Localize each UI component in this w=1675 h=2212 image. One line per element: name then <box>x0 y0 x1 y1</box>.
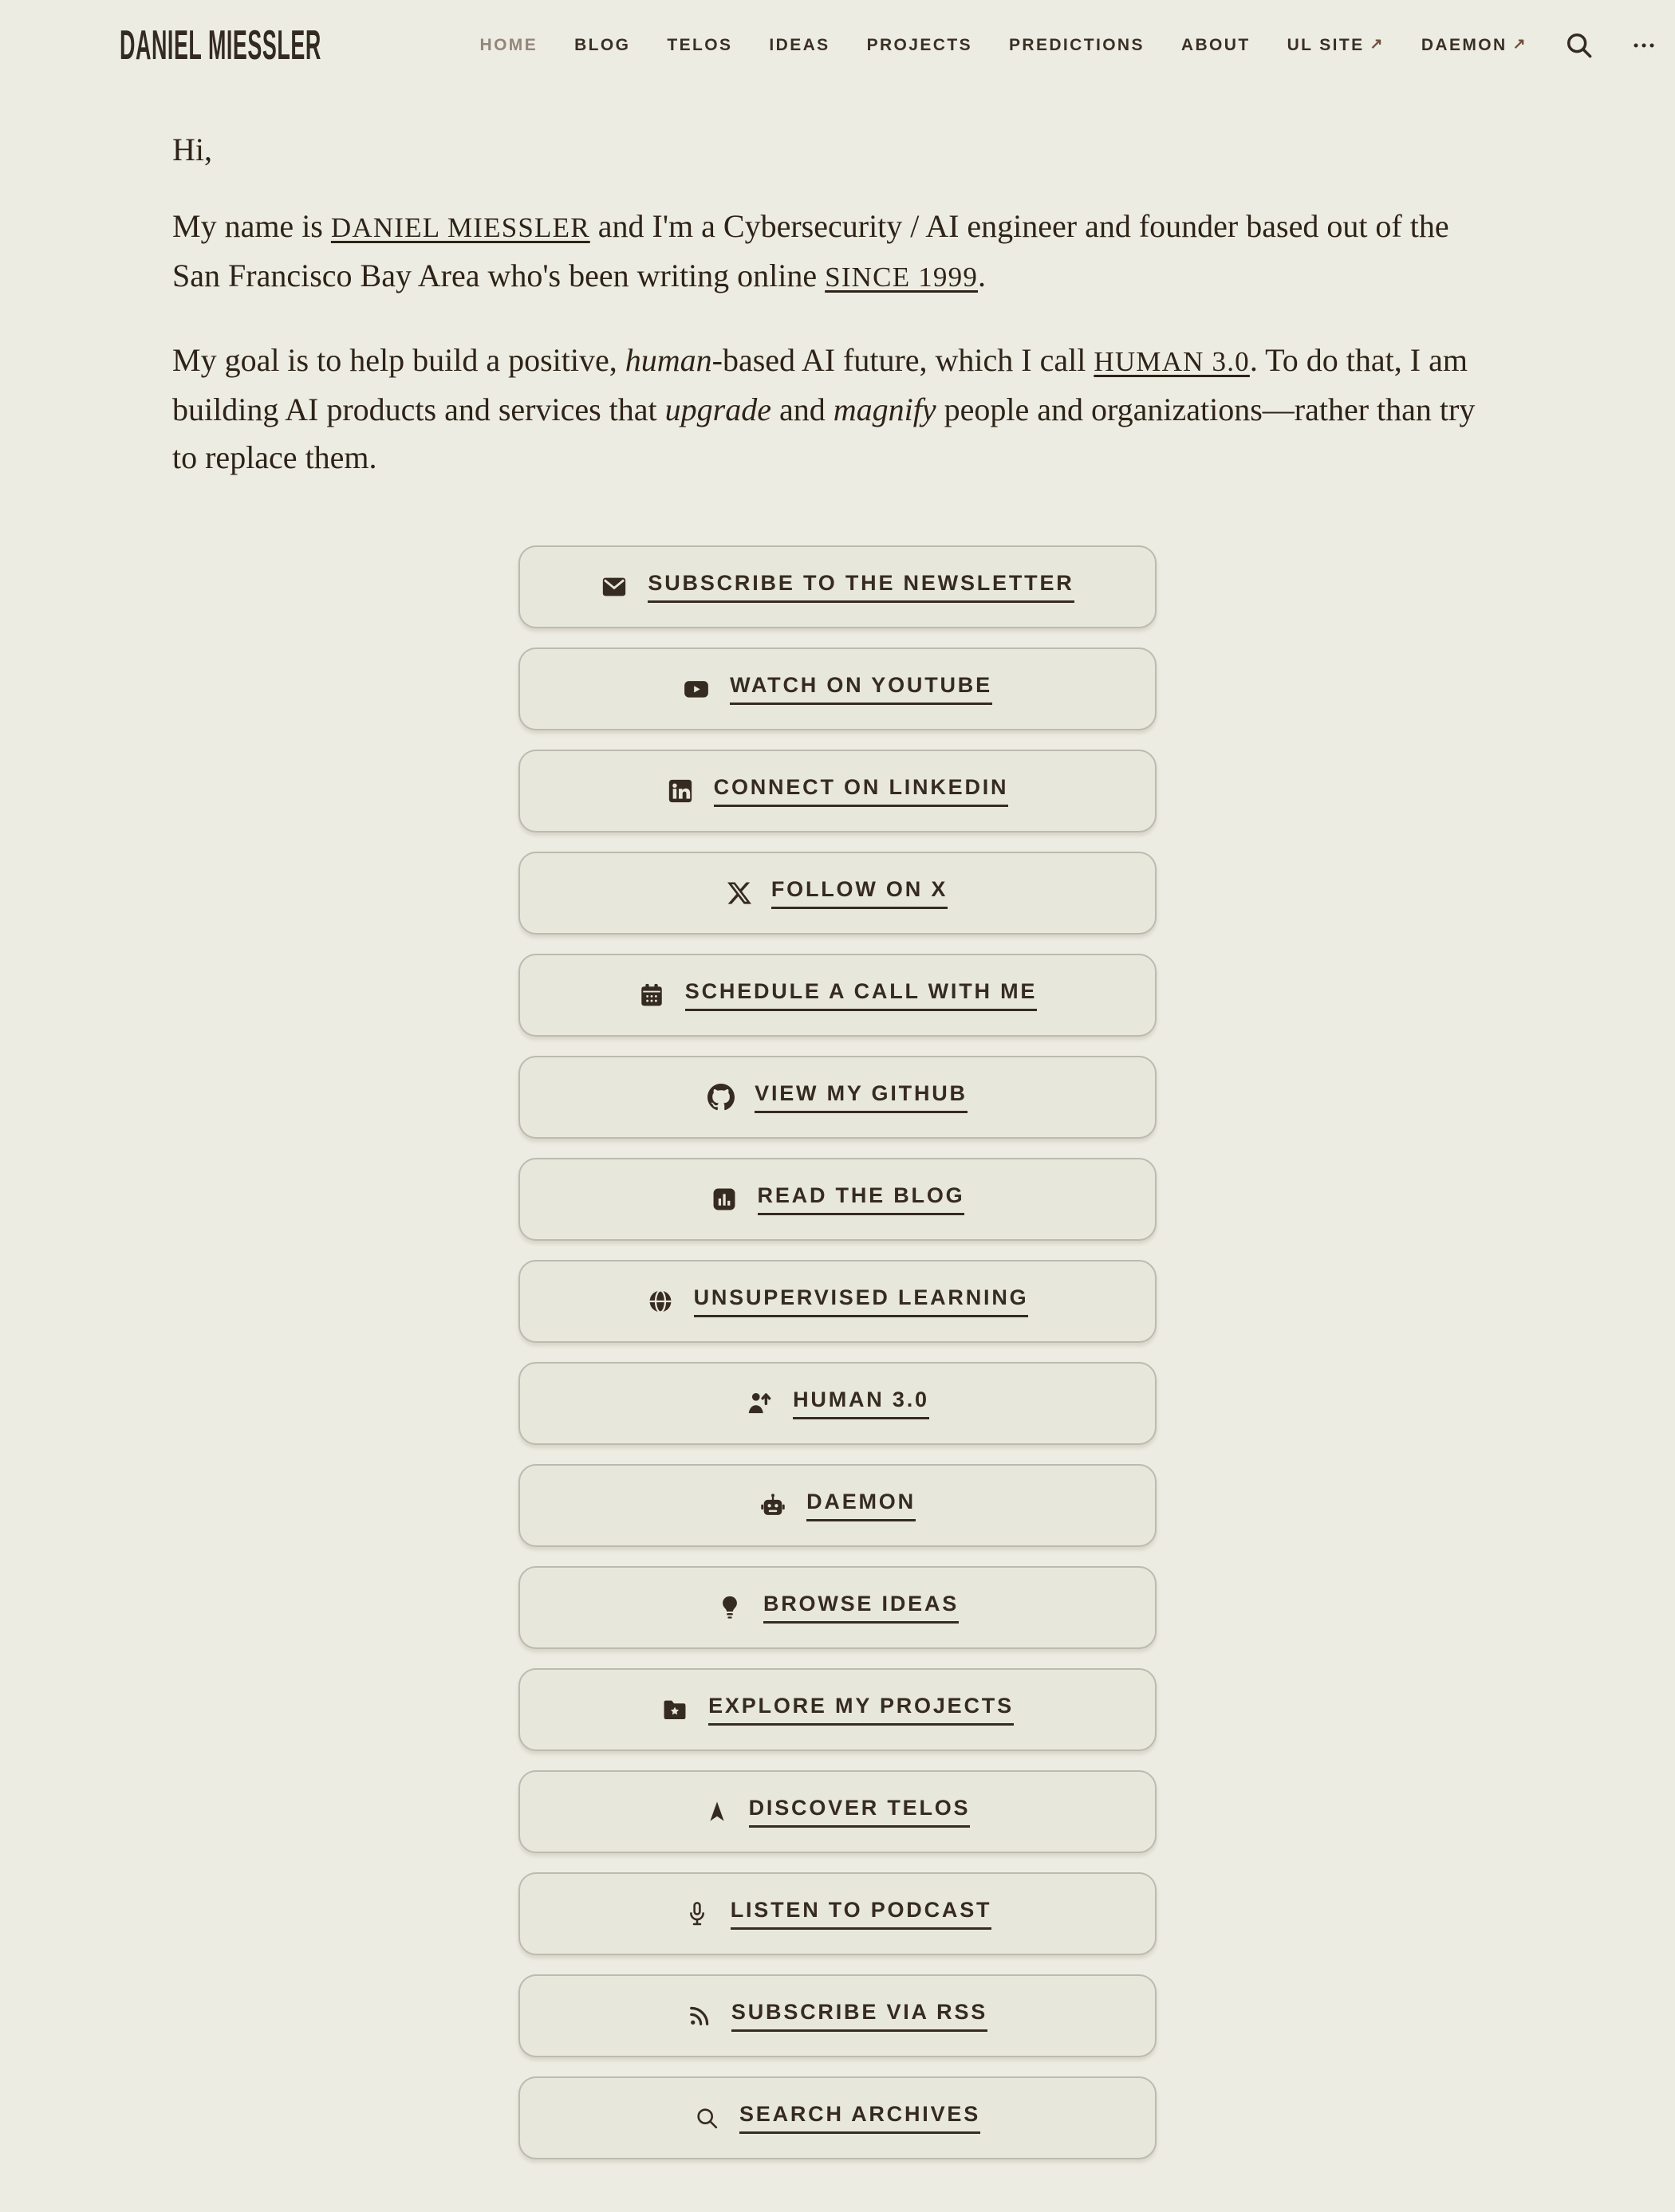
daniel-miessler-link[interactable]: DANIEL MIESSLER <box>330 212 590 243</box>
view-github-button[interactable]: VIEW MY GITHUB <box>518 1056 1157 1139</box>
overflow-menu-icon[interactable] <box>1631 33 1657 58</box>
robot-icon <box>759 1492 786 1519</box>
human-30-button[interactable]: HUMAN 3.0 <box>518 1362 1157 1445</box>
youtube-icon <box>683 675 710 703</box>
rss-icon <box>688 2004 711 2028</box>
intro-section <box>172 132 1503 482</box>
unsupervised-learning-button[interactable]: UNSUPERVISED LEARNING <box>518 1260 1157 1343</box>
nav-item-predictions[interactable]: PREDICTIONS <box>1008 36 1145 54</box>
nav-item-blog[interactable]: BLOG <box>574 36 631 54</box>
search-icon <box>695 2106 719 2131</box>
lightbulb-icon <box>716 1594 743 1621</box>
external-link-icon: ↗ <box>1370 35 1385 53</box>
since-1999-link[interactable]: SINCE 1999 <box>825 262 979 293</box>
daemon-button[interactable]: DAEMON <box>518 1464 1157 1547</box>
search-archives-button[interactable]: SEARCH ARCHIVES <box>518 2076 1157 2159</box>
discover-telos-button[interactable]: DISCOVER TELOS <box>518 1770 1157 1853</box>
calendar-icon <box>638 982 665 1009</box>
subscribe-rss-button[interactable]: SUBSCRIBE VIA RSS <box>518 1974 1157 2057</box>
search-icon[interactable] <box>1564 30 1594 61</box>
intro-paragraph-1: My name is DANIEL MIESSLER and I'm a Cybersecurity / AI engineer and founder based out of the San Francisco Bay Area who's been writing online SINCE 1999. <box>172 208 1449 293</box>
nav-item-telos[interactable]: TELOS <box>667 36 733 54</box>
bar-chart-icon <box>711 1186 738 1213</box>
external-link-icon: ↗ <box>1512 35 1527 53</box>
globe-icon <box>647 1288 674 1315</box>
read-blog-button[interactable]: READ THE BLOG <box>518 1158 1157 1241</box>
follow-x-button[interactable]: FOLLOW ON X <box>518 852 1157 935</box>
nav-item-ul-site[interactable]: UL SITE ↗ <box>1287 35 1385 54</box>
greeting: Hi, <box>172 132 212 167</box>
human-30-link[interactable]: HUMAN 3.0 <box>1094 346 1250 377</box>
nav-item-ideas[interactable]: IDEAS <box>769 36 830 54</box>
nav-item-daemon[interactable]: DAEMON ↗ <box>1421 35 1527 54</box>
subscribe-newsletter-button[interactable]: SUBSCRIBE TO THE NEWSLETTER <box>518 545 1157 628</box>
connect-linkedin-button[interactable]: CONNECT ON LINKEDIN <box>518 750 1157 832</box>
explore-projects-button[interactable]: EXPLORE MY PROJECTS <box>518 1668 1157 1751</box>
envelope-icon <box>601 573 628 600</box>
schedule-call-button[interactable]: SCHEDULE A CALL WITH ME <box>518 954 1157 1037</box>
site-header <box>0 0 1675 77</box>
nav-item-about[interactable]: ABOUT <box>1180 36 1251 54</box>
x-icon <box>727 881 751 905</box>
intro-paragraph-2: My goal is to help build a positive, human-based AI future, which I call HUMAN 3.0. To do that, I am building AI products and services that upgrade and magnify people and organizations—rather than try to replace them. <box>172 342 1476 475</box>
github-icon <box>707 1084 735 1111</box>
main-nav <box>480 30 1657 61</box>
person-up-icon <box>746 1390 773 1417</box>
watch-youtube-button[interactable]: WATCH ON YOUTUBE <box>518 647 1157 730</box>
nav-item-projects[interactable]: PROJECTS <box>866 36 972 54</box>
listen-podcast-button[interactable]: LISTEN TO PODCAST <box>518 1872 1157 1955</box>
site-logo[interactable]: DANIEL MIESSLER <box>120 22 321 69</box>
location-arrow-icon <box>705 1800 729 1824</box>
browse-ideas-button[interactable]: BROWSE IDEAS <box>518 1566 1157 1649</box>
nav-item-home[interactable]: HOME <box>479 36 538 54</box>
cta-button-list <box>518 545 1157 2212</box>
folder-star-icon <box>661 1696 688 1723</box>
linkedin-icon <box>667 777 694 805</box>
microphone-icon <box>684 1900 711 1927</box>
